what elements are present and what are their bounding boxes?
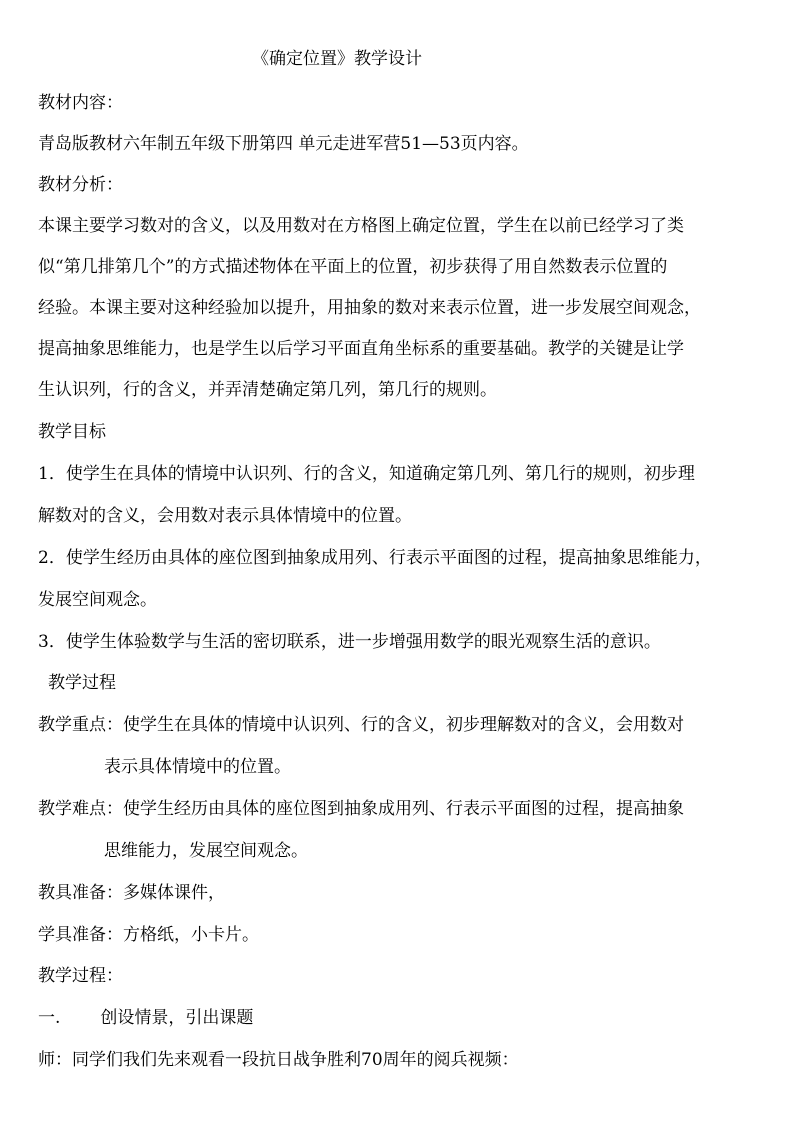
teaching-aids: 教具准备：多媒体课件， [38,883,225,903]
analysis-line-3: 经验。本课主要对这种经验加以提升，用抽象的数对来表示位置，进一步发展空间观念， [38,298,701,318]
goals-heading: 教学目标 [38,422,106,442]
difficult-points-line-2: 思维能力，发展空间观念。 [104,841,308,861]
analysis-heading: 教材分析： [38,175,123,195]
learning-aids: 学具准备：方格纸，小卡片。 [38,925,259,945]
teacher-line: 师：同学们我们先来观看一段抗日战争胜利70周年的阅兵视频： [38,1050,519,1070]
key-points-line-1: 教学重点：使学生在具体的情境中认识列、行的含义，初步理解数对的含义，会用数对 [38,715,684,735]
step-1-title: 创设情景，引出课题 [100,1008,254,1028]
analysis-line-1: 本课主要学习数对的含义，以及用数对在方格图上确定位置，学生在以前已经学习了类 [38,216,684,236]
goal-2-line-2: 发展空间观念。 [38,590,157,610]
goal-1-line-2: 解数对的含义，会用数对表示具体情境中的位置。 [38,506,412,526]
process-heading-indented: 教学过程 [48,673,116,693]
key-points-line-2: 表示具体情境中的位置。 [104,757,291,777]
analysis-line-5: 生认识列，行的含义，并弄清楚确定第几列，第几行的规则。 [38,380,497,400]
goal-2-line-1: 2．使学生经历由具体的座位图到抽象成用列、行表示平面图的过程，提高抽象思维能力， [38,548,712,568]
content-heading: 教材内容： [38,93,123,113]
process-heading: 教学过程： [38,966,123,986]
difficult-points-line-1: 教学难点：使学生经历由具体的座位图到抽象成用列、行表示平面图的过程，提高抽象 [38,799,684,819]
step-1-number: 一. [38,1008,61,1028]
goal-3: 3．使学生体验数学与生活的密切联系，进一步增强用数学的眼光观察生活的意识。 [38,632,661,652]
document-title: 《确定位置》教学设计 [252,49,422,69]
step-1-heading [38,1008,253,1028]
content-text: 青岛版教材六年制五年级下册第四 单元走进军营51—53页内容。 [38,134,529,154]
goal-1-line-1: 1．使学生在具体的情境中认识列、行的含义，知道确定第几列、第几行的规则，初步理 [38,464,695,484]
analysis-line-2: 似“第几排第几个”的方式描述物体在平面上的位置，初步获得了用自然数表示位置的 [38,257,668,277]
analysis-line-4: 提高抽象思维能力，也是学生以后学习平面直角坐标系的重要基础。教学的关键是让学 [38,339,684,359]
